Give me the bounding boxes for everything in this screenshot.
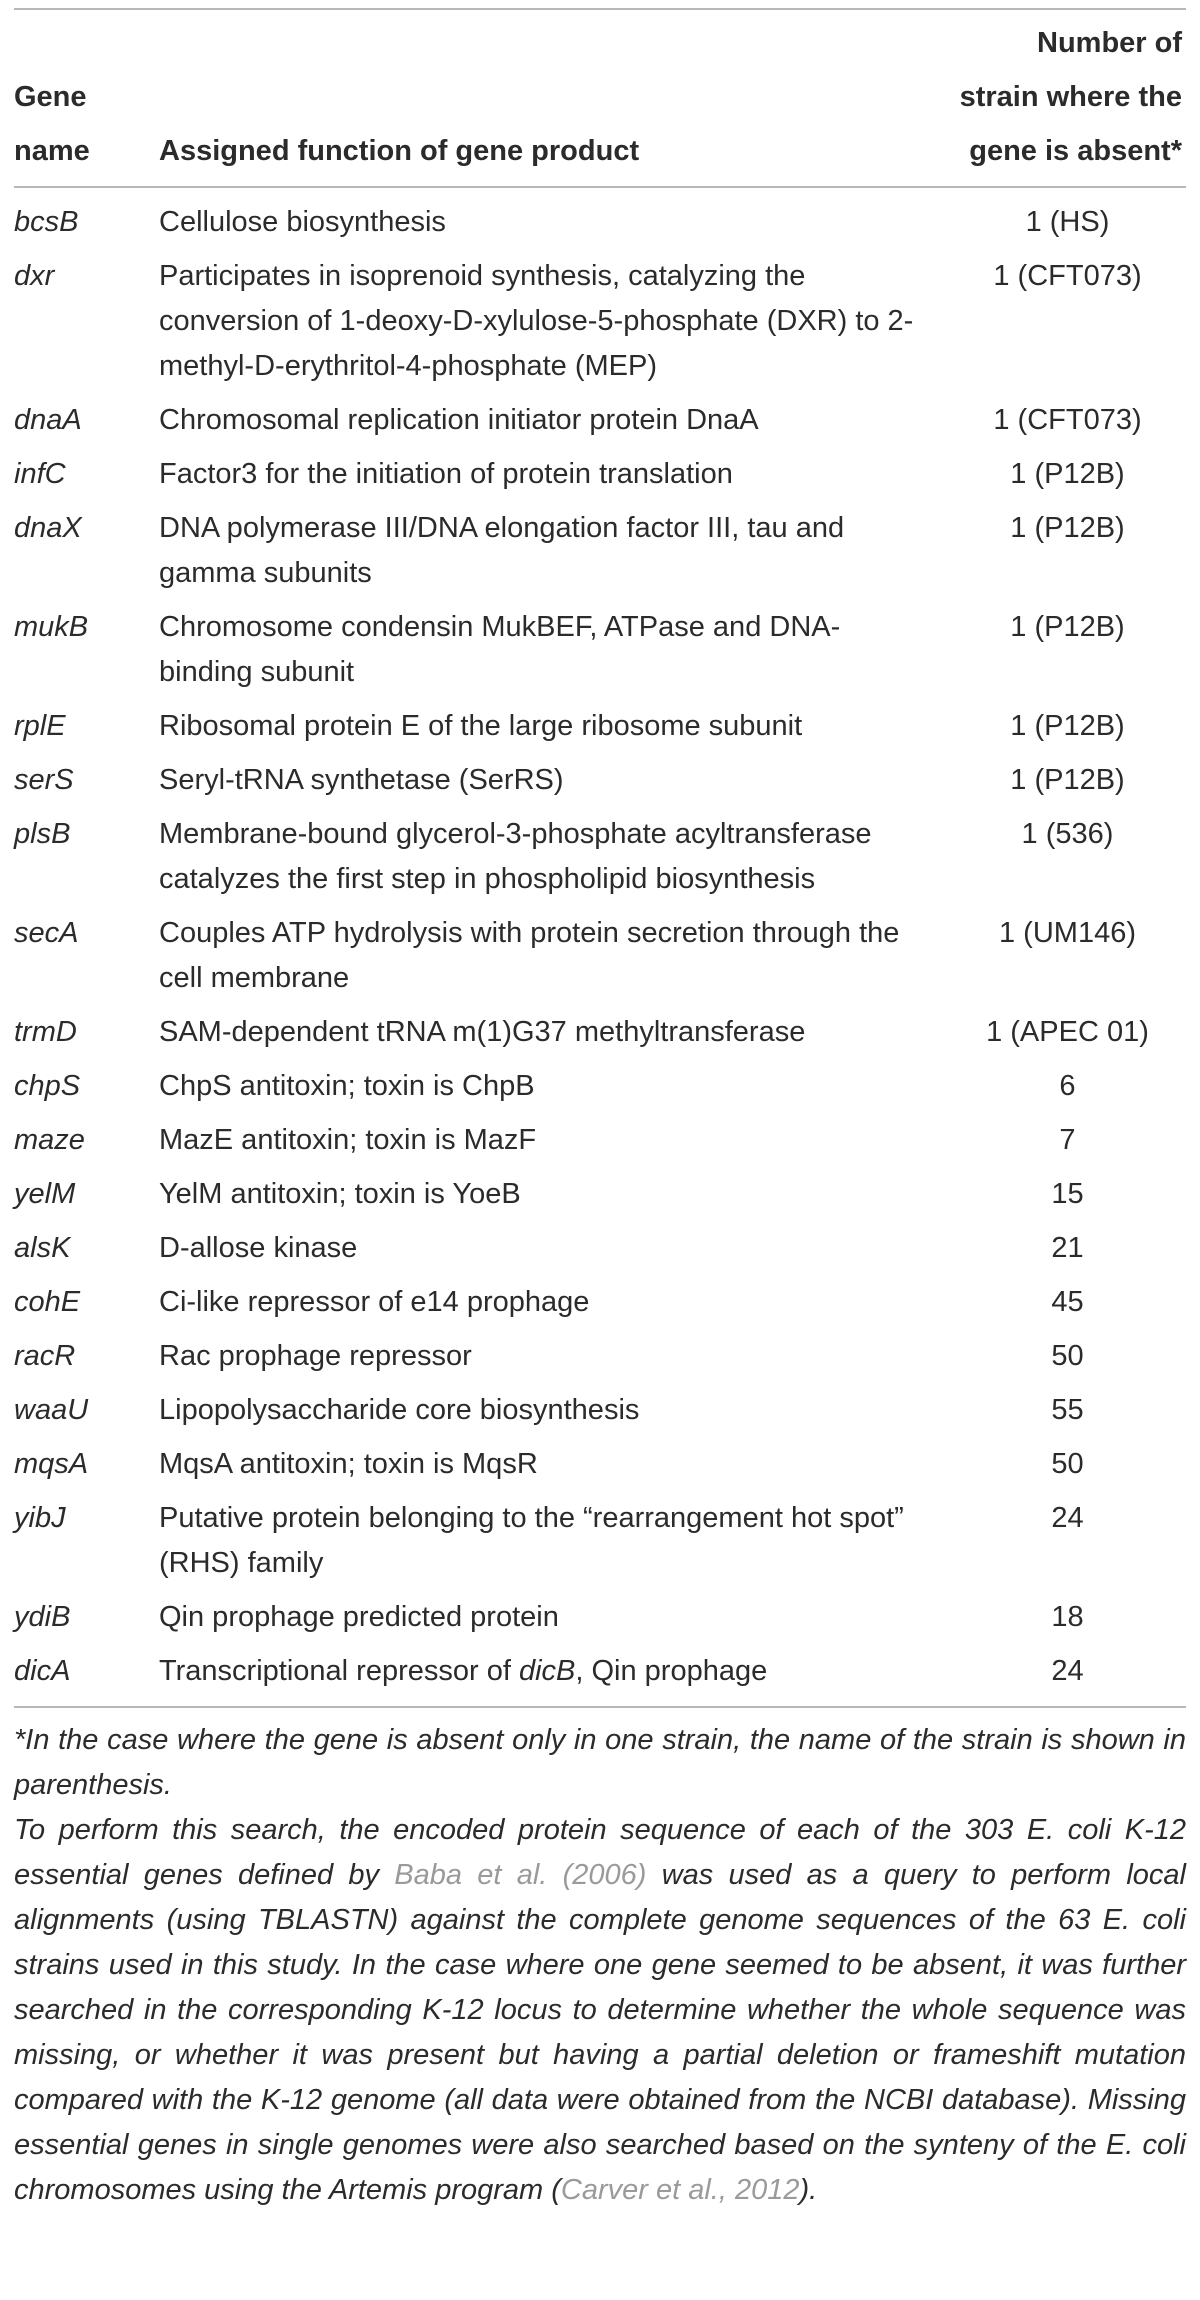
d-prefix: D (452, 305, 474, 337)
header-absent-line2: strain where the (959, 81, 1182, 113)
d-prefix: D (254, 350, 276, 382)
table-row (14, 1221, 1186, 1275)
header-absent-count (949, 16, 1186, 187)
table-row (14, 1275, 1186, 1329)
absent-count-cell: 24 (1051, 1655, 1084, 1687)
table-footnote (14, 1718, 1186, 2213)
function-cell (159, 249, 949, 393)
absent-count-cell: 55 (1051, 1394, 1084, 1426)
gene-cell: plsB (14, 818, 71, 850)
table-row (14, 1590, 1186, 1644)
absent-count-cell: 1 (P12B) (1010, 458, 1125, 490)
citation-link-carver[interactable]: Carver et al., 2012 (560, 2174, 800, 2206)
function-text: -allose kinase (179, 1232, 358, 1264)
gene-cell: ydiB (14, 1601, 71, 1633)
citation-link-baba[interactable]: Baba et al. (2006) (394, 1859, 647, 1891)
gene-cell: mukB (14, 611, 89, 643)
function-cell: YelM antitoxin; toxin is YoeB (159, 1178, 521, 1210)
table-header (14, 16, 1186, 188)
function-cell: Ribosomal protein E of the large ribosome subunit (159, 710, 803, 742)
function-cell: Membrane-bound glycerol-3-phosphate acyltransferase catalyzes the first step in phospholipid biosynthesis (159, 818, 872, 895)
footnote-methods (14, 1808, 1186, 2213)
table-row (14, 1383, 1186, 1437)
function-text: -erythritol-4-phosphate (MEP) (275, 350, 658, 382)
absent-count-cell: 45 (1051, 1286, 1084, 1318)
absent-count-cell: 50 (1051, 1340, 1084, 1372)
table-body (14, 188, 1186, 1698)
gene-cell: waaU (14, 1394, 89, 1426)
absent-count-cell: 1 (P12B) (1010, 764, 1125, 796)
function-cell: MqsA antitoxin; toxin is MqsR (159, 1448, 538, 1480)
footnote-text: To perform this search, the encoded protein sequence of each of the 303 E. coli K-12 essential genes defined by (14, 1814, 1186, 1891)
absent-count-cell: 1 (P12B) (1010, 611, 1125, 643)
absent-count-cell: 1 (CFT073) (993, 404, 1142, 436)
function-cell (159, 1221, 949, 1275)
gene-cell: dicA (14, 1655, 71, 1687)
function-cell: Putative protein belonging to the “rearrangement hot spot” (RHS) family (159, 1502, 904, 1579)
gene-italic: dicB (518, 1655, 576, 1687)
table-row (14, 1167, 1186, 1221)
gene-cell: dnaA (14, 404, 82, 436)
function-cell: Qin prophage predicted protein (159, 1601, 559, 1633)
absent-count-cell: 21 (1051, 1232, 1084, 1264)
function-cell: Ci-like repressor of e14 prophage (159, 1286, 590, 1318)
table-row (14, 1644, 1186, 1698)
header-gene-line2: name (14, 135, 90, 167)
absent-count-cell: 7 (1059, 1124, 1076, 1156)
table-row (14, 1113, 1186, 1167)
table-row (14, 501, 1186, 600)
header-gene-line1: Gene (14, 81, 87, 113)
function-cell (159, 1644, 949, 1698)
gene-cell: dnaX (14, 512, 82, 544)
gene-cell: chpS (14, 1070, 81, 1102)
gene-cell: mqsA (14, 1448, 89, 1480)
absent-count-cell: 15 (1051, 1178, 1084, 1210)
function-cell: Factor3 for the initiation of protein translation (159, 458, 733, 490)
function-text: Participates in isoprenoid synthesis, catalyzing the conversion of 1-deoxy- (159, 260, 806, 337)
table-row (14, 393, 1186, 447)
gene-cell: infC (14, 458, 66, 490)
table-row (14, 249, 1186, 393)
function-cell: MazE antitoxin; toxin is MazF (159, 1124, 537, 1156)
gene-cell: trmD (14, 1016, 77, 1048)
absent-count-cell: 1 (P12B) (1010, 710, 1125, 742)
function-cell: Couples ATP hydrolysis with protein secretion through the cell membrane (159, 917, 900, 994)
function-cell: Rac prophage repressor (159, 1340, 472, 1372)
gene-cell: dxr (14, 260, 55, 292)
absent-count-cell: 24 (1051, 1502, 1084, 1534)
absent-count-cell: 1 (APEC 01) (986, 1016, 1149, 1048)
table-row (14, 699, 1186, 753)
function-cell: DNA polymerase III/DNA elongation factor III, tau and gamma subunits (159, 512, 845, 589)
gene-cell: yibJ (14, 1502, 66, 1534)
function-text: -xylulose-5-phosphate (DXR) to 2-methyl- (159, 305, 914, 382)
table-row (14, 1329, 1186, 1383)
absent-count-cell: 1 (536) (1021, 818, 1114, 850)
function-cell: ChpS antitoxin; toxin is ChpB (159, 1070, 535, 1102)
function-text: Transcriptional repressor of (159, 1655, 519, 1687)
absent-count-cell: 1 (HS) (1025, 206, 1110, 238)
absent-count-cell: 1 (P12B) (1010, 512, 1125, 544)
header-gene-name (14, 16, 159, 187)
footnote-text: was used as a query to perform local alignments (using TBLASTN) against the complete genome sequences of the 63 E. coli strains used in this study. In the case where one gene seemed to be absent, it was further searched in the corresponding K-12 locus to determine whether the whole sequence was missing, or whether it was present but having a partial deletion or frameshift mutation compared with the K-12 genome (all data were obtained from the NCBI database). Missing essential genes in single genomes were also searched based on the synteny of the E. coli chromosomes using the Artemis program ( (14, 1859, 1186, 2206)
function-cell: Chromosome condensin MukBEF, ATPase and DNA-binding subunit (159, 611, 841, 688)
gene-cell: yelM (14, 1178, 76, 1210)
absent-count-cell: 6 (1059, 1070, 1076, 1102)
table-row (14, 1005, 1186, 1059)
gene-cell: maze (14, 1124, 85, 1156)
essential-genes-table (14, 16, 1186, 1698)
table-row (14, 906, 1186, 1005)
function-cell: SAM-dependent tRNA m(1)G37 methyltransferase (159, 1016, 806, 1048)
gene-cell: cohE (14, 1286, 81, 1318)
footnote-absent-note: *In the case where the gene is absent only in one strain, the name of the strain is shown in parenthesis. (14, 1724, 1186, 1801)
table-row (14, 1437, 1186, 1491)
table-row (14, 807, 1186, 906)
header-absent-line3: gene is absent* (969, 135, 1182, 167)
gene-cell: bcsB (14, 206, 79, 238)
d-prefix: D (159, 1232, 180, 1264)
absent-count-cell: 1 (UM146) (999, 917, 1136, 949)
table-row (14, 600, 1186, 699)
function-cell: Cellulose biosynthesis (159, 206, 446, 238)
function-cell: Lipopolysaccharide core biosynthesis (159, 1394, 640, 1426)
function-cell: Seryl-tRNA synthetase (SerRS) (159, 764, 564, 796)
header-absent-line1: Number of (1037, 27, 1182, 59)
absent-count-cell: 1 (CFT073) (993, 260, 1142, 292)
table-bottom-rule (14, 1706, 1186, 1708)
absent-count-cell: 50 (1051, 1448, 1084, 1480)
gene-cell: rplE (14, 710, 66, 742)
gene-cell: alsK (14, 1232, 71, 1264)
gene-cell: secA (14, 917, 79, 949)
table-row (14, 1059, 1186, 1113)
footnote-text: ). (799, 2174, 818, 2206)
table-row (14, 188, 1186, 249)
table-row (14, 753, 1186, 807)
gene-cell: racR (14, 1340, 76, 1372)
gene-cell: serS (14, 764, 74, 796)
function-cell: Chromosomal replication initiator protein DnaA (159, 404, 759, 436)
absent-count-cell: 18 (1051, 1601, 1084, 1633)
header-function: Assigned function of gene product (159, 135, 640, 167)
table-page (14, 0, 1200, 2213)
function-text: , Qin prophage (575, 1655, 768, 1687)
table-row (14, 447, 1186, 501)
table-row (14, 1491, 1186, 1590)
